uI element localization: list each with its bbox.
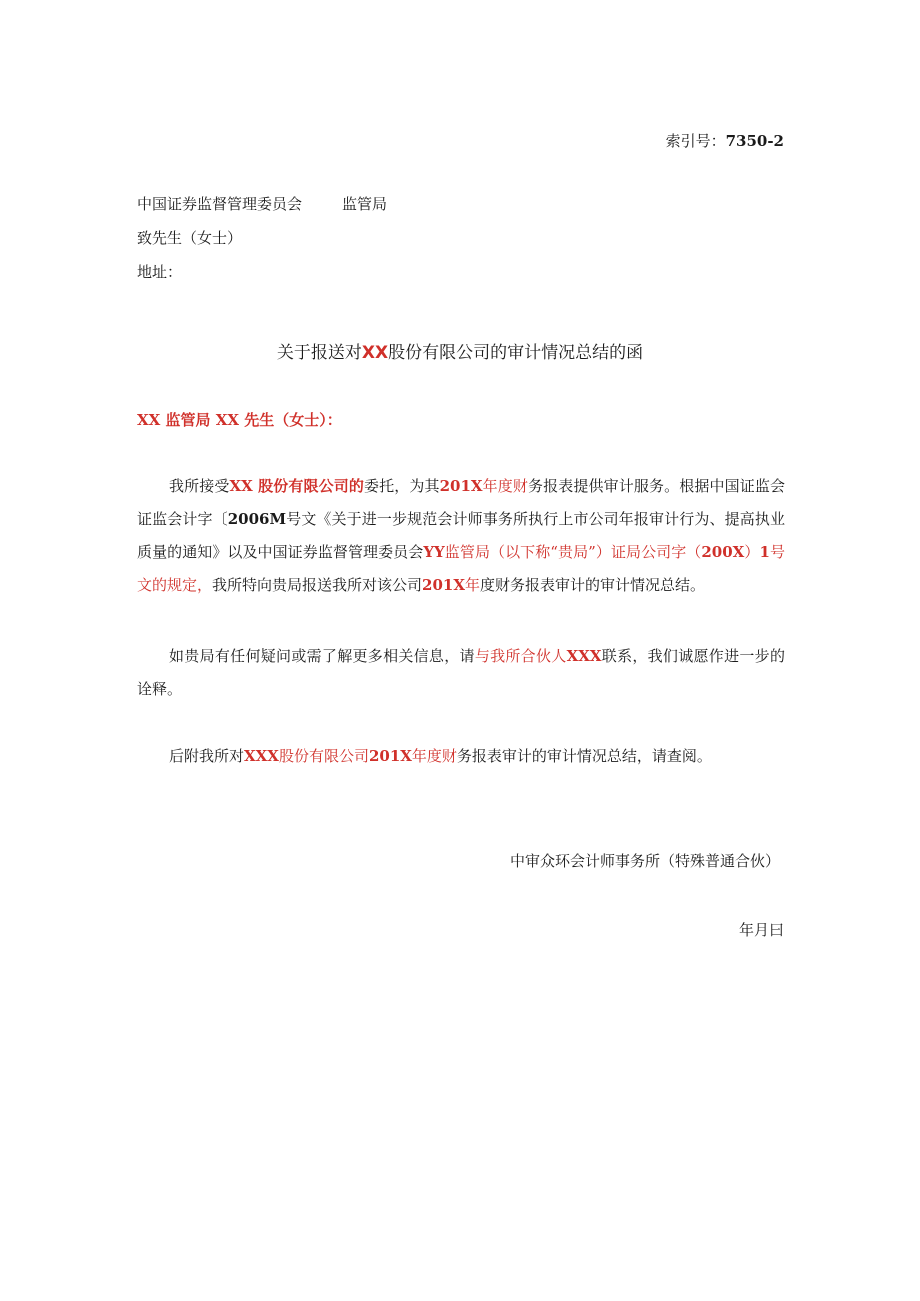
body-paragraph-2: 如贵局有任何疑问或需了解更多相关信息，请与我所合伙人XXX联系，我们诚愿作进一步的诠释。 xyxy=(137,647,785,698)
address-label: 地址： xyxy=(137,263,183,281)
recipient-person: 致先生（女士） xyxy=(137,229,243,247)
title-company-placeholder: XX xyxy=(361,343,389,363)
salutation: XX 监管局 XX 先生（女士）： xyxy=(137,411,342,429)
firm-signature: 中审众环会计师事务所（特殊普通合伙） xyxy=(509,852,780,870)
index-number: 7350-2 xyxy=(725,132,784,150)
signature-date: 年月曰 xyxy=(738,921,784,939)
body-paragraph-1: 我所接受XX 股份有限公司的委托，为其201X年度财务报表提供审计服务。根据中国证监会证监会计字〔2006M号文《关于进一步规范会计师事务所执行上市公司年报审计行为、提高执业质量的通知》以及中国证券监督管理委员会YY监管局（以下称“贵局”）证局公司字（200X）1号文的规定，我所特向贵局报送我所对该公司201X年度财务报表审计的审计情况总结。 xyxy=(137,477,785,594)
body-paragraph-3: 后附我所对XXX股份有限公司201X年度财务报表审计的审计情况总结，请查阅。 xyxy=(169,747,712,765)
recipient-org-line xyxy=(137,193,387,214)
recipient-org: 中国证券监督管理委员会 xyxy=(137,195,303,213)
index-label: 索引号： xyxy=(665,132,726,150)
index-number-line xyxy=(666,130,784,151)
letter-title: 关于报送对XX股份有限公司的审计情况总结的函 xyxy=(276,343,644,363)
recipient-bureau: 监管局 xyxy=(342,195,388,213)
